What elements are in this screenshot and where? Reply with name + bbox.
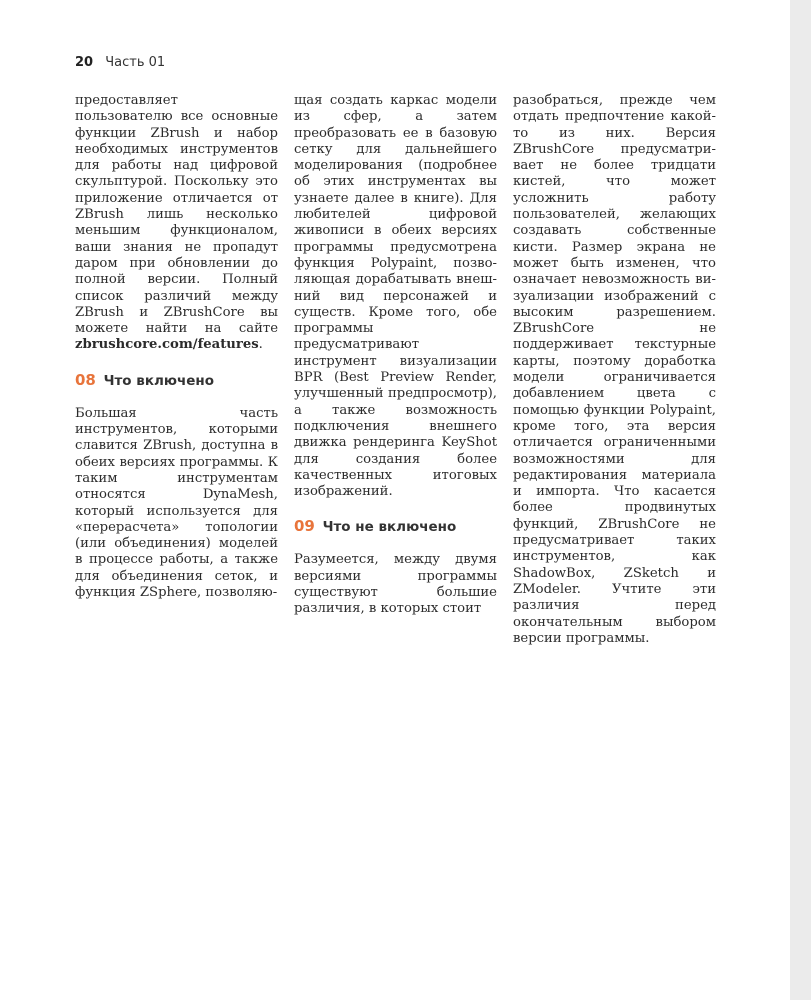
section-heading-08 [75, 371, 278, 390]
page-number: 20 [75, 55, 94, 70]
section-number: 09 [294, 517, 315, 536]
paragraph [75, 93, 278, 354]
text-column-3 [513, 93, 716, 647]
paragraph: Разумеется, между двумя версиями программы существуют большие различия, в которых стоит [294, 552, 497, 617]
section-title: Что не включено [322, 519, 457, 536]
section-number: 08 [75, 370, 96, 389]
part-label: Часть 01 [105, 55, 166, 70]
page-edge-strip [790, 0, 811, 1000]
features-link[interactable]: zbrushcore.com/features [75, 337, 259, 353]
section-title: Что включено [103, 372, 215, 389]
paragraph: разобраться, прежде чем отдать предпочтение какой-то из них. Версия ZBrushCore предусматривает не более тридцати кистей, что может усложнить работу пользователей, желающих создавать собственные кисти. Размер экрана не может быть изменен, что означает невозможность визуализации изображений с высоким разрешением. ZBrushCore не поддерживает текстурные карты, поэтому доработка модели ограничивается добавлением цвета с помощью функции Polypaint, кроме того, эта версия отличается ограниченными возможностями для редактирования материала и импорта. Что касается более продвинутых функций, ZBrushCore не предусматривает таких инструментов, как ShadowBox, ZSketch и ZModeler. Учтите эти различия перед окончательным выбором версии программы. [513, 93, 716, 646]
paragraph-text: . [258, 337, 263, 353]
paragraph: Большая часть инструментов, которыми славится ZBrush, доступна в обеих версиях программы. К таким инструментам относятся DynaMesh, который используется для «перерасчета» топологии (или объединения) моделей в процессе работы, а также для объединения сеток, и функция ZSphere, позволяю- [75, 405, 278, 601]
paragraph-text: предоставляет пользователю все основные функции ZBrush и набор необходимых инструментов для работы над цифровой скульптурой. Поскольку это приложение отличается от ZBrush лишь несколько меньшим функционалом, ваши знания не пропадут даром при обновлении до полной версии. Полный список различий между ZBrush и ZBrushCore вы можете найти на сайте [75, 93, 278, 337]
text-column-2 [294, 93, 497, 618]
paragraph: щая создать каркас модели из сфер, а затем преобразовать ее в базовую сетку для дальнейшего моделирования (подробнее об этих инструментах вы узнаете далее в книге). Для любителей цифровой живописи в обеих версиях программы предусмотрена функция Polypaint, позволяющая дорабатывать внешний вид персонажей и существ. Кроме того, обе программы предусматривают инструмент визуализации BPR (Best Preview Render, улучшенный предпросмотр), а также возможность подключения внешнего движка рендеринга KeyShot для создания более качественных итоговых изображений. [294, 93, 497, 500]
section-heading-09 [294, 517, 497, 536]
text-column-1 [75, 93, 278, 601]
running-header [75, 55, 165, 70]
